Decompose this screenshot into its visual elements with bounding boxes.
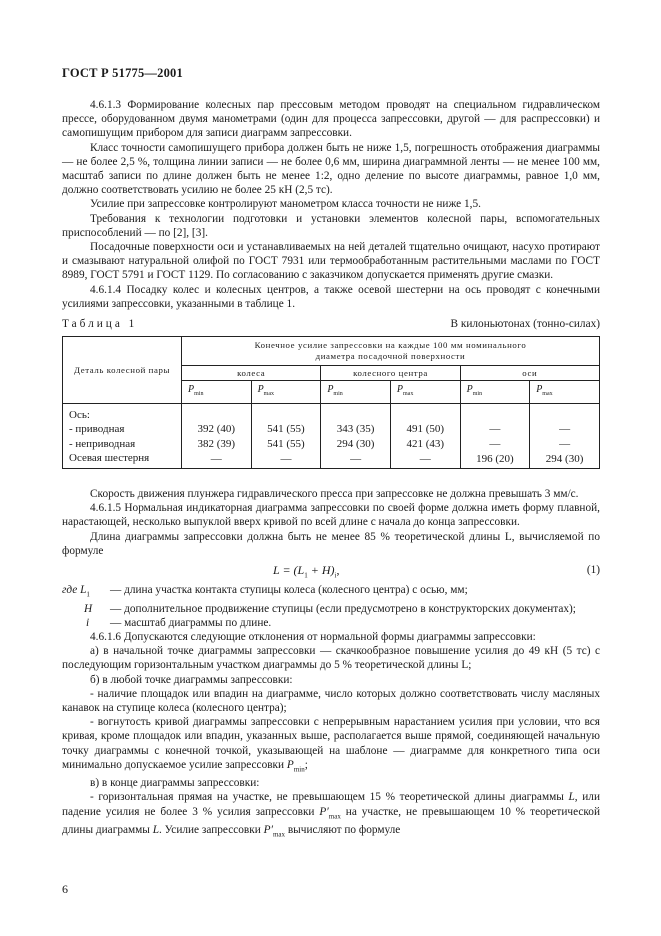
formula-definitions	[62, 583, 600, 630]
table-row: - неприводная 382 (39) 541 (55) 294 (30) 421 (43) — —	[63, 437, 600, 451]
sub-header: $P_{min}$	[460, 381, 530, 404]
group-header: оси	[460, 366, 599, 381]
definition-row: H — дополнительное продвижение ступицы (если предусмотрено в конструкторских документах);	[84, 602, 576, 615]
sub-header: $P_{max}$	[390, 381, 460, 404]
sub-header: $P_{max}$	[251, 381, 321, 404]
group-header: колеса	[182, 366, 321, 381]
header-detail: Деталь колесной пары	[63, 337, 182, 404]
paragraph: Длина диаграммы запрессовки должна быть не менее 85 % теоретической длины L, вычисляемой по формуле	[62, 530, 600, 557]
sub-header: $P_{max}$	[530, 381, 600, 404]
force-table	[62, 336, 600, 469]
paragraph: б) в любой точке диаграммы запрессовки:	[90, 673, 293, 686]
paragraph: 4.6.1.5 Нормальная индикаторная диаграмма запрессовки по своей форме должна иметь форму плавной, нарастающей, несколько выпуклой вверх кривой по всей длине с начала до конца запрессовки.	[62, 502, 600, 529]
table-row: Ось:	[63, 404, 600, 423]
paragraph: - вогнутость кривой диаграммы запрессовки с непрерывным нарастанием усилия при условии, что вся кривая, кроме площадок или впадин, указанных выше, располагается выше прямой, соединяющей начальную точку диаграммы с конечной точкой, указывающей на шаблоне — диаграмме для конкретного типа оси минимально допускаемое усилие запрессовки $P_{min}$;	[62, 716, 600, 774]
formula-expression: $L = (L_1 + H)_i$,	[273, 563, 340, 580]
formula-1	[62, 563, 600, 581]
paragraph: Посадочные поверхности оси и устанавливаемых на ней деталей тщательно очищают, насухо протирают и смазывают натуральной олифой по ГОСТ 7931 или термообработанным растительными маслами по ГОСТ 8989, ГОСТ 5791 и ГОСТ 1129. По согласованию с заказчиком допускается применять другие смазки.	[62, 241, 600, 282]
header-force: Конечное усилие запрессовки на каждые 100 мм номинального диаметра посадочной поверхности	[182, 337, 600, 366]
table-caption-row	[62, 317, 600, 331]
formula-number: (1)	[586, 564, 600, 577]
paragraph: в) в конце диаграммы запрессовки:	[90, 777, 260, 790]
document-body	[62, 98, 600, 842]
page-number: 6	[62, 882, 68, 896]
paragraph: 4.6.1.4 Посадку колес и колесных центров, а также осевой шестерни на ось проводят с конечными усилиями запрессовки, указанными в таблице 1.	[62, 283, 600, 310]
table-row: Осевая шестерня — — — — 196 (20) 294 (30)	[63, 451, 600, 469]
table-units: В килоньютонах (тонно-силах)	[450, 318, 600, 331]
paragraph: 4.6.1.6 Допускаются следующие отклонения от нормальной формы диаграммы запрессовки:	[90, 630, 536, 643]
paragraph: - горизонтальная прямая на участке, не превышающем 15 % теоретической длины диаграммы L, или падение усилия не более 3 % усилия запрессовки $P'_{max}$ на участке, не превышающем 10 % теоретической длины диаграммы L. Усилие запрессовки $P'_{max}$ вычисляют по формуле	[62, 791, 600, 839]
paragraph: Скорость движения плунжера гидравлического пресса при запрессовке не должна превышать 3 мм/с.	[90, 488, 579, 501]
sub-header: $P_{min}$	[182, 381, 252, 404]
paragraph: Требования к технологии подготовки и установки элементов колесной пары, вспомогательных приспособлений — по [2], [3].	[62, 212, 600, 239]
paragraph: Класс точности самопишущего прибора должен быть не ниже 1,5, погрешность отображения диаграммы — не более 2,5 %, толщина линии записи — не более 0,6 мм, ширина диаграммной ленты — не менее 100 мм, масштаб записи по длине должен быть не менее 1:2, одно деление по высоте диаграммы, равное 1,0 мм, должно соответствовать усилию не более 25 кН (2,5 тс).	[62, 141, 600, 197]
table-caption: Таблица 1	[62, 318, 138, 331]
paragraph: 4.6.1.3 Формирование колесных пар прессовым методом проводят на специальном гидравлическом прессе, оборудованном двумя манометрами (один для процесса запрессовки, другой — для распрессовки) и самопишущим прибором для записи диаграмм запрессовки.	[62, 99, 600, 140]
definition-row: где $L_1$ — длина участка контакта ступицы колеса (колесного центра) с осью, мм;	[62, 584, 468, 599]
paragraph: а) в начальной точке диаграммы запрессовки — скачкообразное повышение усилия до 49 кН (5 тс) с последующим горизонтальным участком диаграммы до 5 % теоретической длины L;	[62, 645, 600, 672]
paragraph: Усилие при запрессовке контролируют манометром класса точности не ниже 1,5.	[90, 198, 481, 211]
table-row: - приводная 392 (40) 541 (55) 343 (35) 491 (50) — —	[63, 422, 600, 436]
document-header: ГОСТ Р 51775—2001	[62, 66, 183, 80]
definition-row: i — масштаб диаграммы по длине.	[86, 616, 272, 629]
paragraph: - наличие площадок или впадин на диаграмме, число которых должно соответствовать числу масляных канавок на ступице колеса (колесного центра);	[62, 687, 600, 714]
group-header: колесного центра	[321, 366, 460, 381]
sub-header: $P_{min}$	[321, 381, 391, 404]
